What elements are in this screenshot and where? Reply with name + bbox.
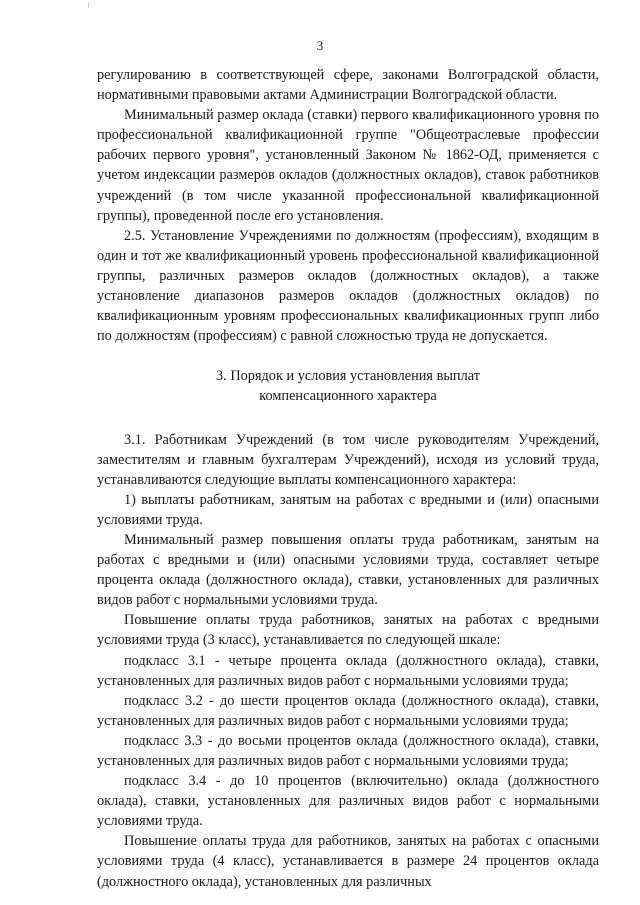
paragraph: 2.5. Установление Учреждениями по должностям (профессиям), входящим в один и тот же квалификационный уровень профессиональной квалификационной группы, различных размеров окладов (должностных окладов), а также установление диапазонов размеров окладов (должностных окладов) по квалификационным уровням профессиональных квалификационных групп либо по должностям (профессиям) с равной сложностью труда не допускается. bbox=[97, 227, 599, 345]
paragraph: 3.1. Работникам Учреждений (в том числе руководителям Учреждений, заместителям и главным бухгалтерам Учреждений), исходя из условий труда, устанавливаются следующие выплаты компенсационного характера: bbox=[97, 431, 599, 488]
paragraph: Минимальный размер оклада (ставки) первого квалификационного уровня по профессиональной квалификационной группе "Общеотраслевые профессии рабочих первого уровня", установленный Законом № 1862-ОД, применяется с учетом индексации размеров окладов (должностных окладов), ставок работников учреждений (в том числе указанной профессиональной квалификационной группы), проведенной после его установления. bbox=[97, 107, 599, 224]
paragraph: 1) выплаты работникам, занятым на работах с вредными и (или) опасными условиями труда. bbox=[97, 491, 599, 528]
paragraph: подкласс 3.3 - до восьми процентов оклада (должностного оклада), ставки, установленных для различных видов работ с нормальными условиями труда; bbox=[97, 732, 599, 769]
scan-mark bbox=[88, 2, 89, 8]
paragraph: подкласс 3.1 - четыре процента оклада (должностного оклада), ставки, установленных для различных видов работ с нормальными условиями труда; bbox=[97, 652, 599, 689]
paragraph: Повышение оплаты труда работников, занятых на работах с вредными условиями труда (3 класс), устанавливается по следующей шкале: bbox=[97, 612, 599, 649]
paragraph: Минимальный размер повышения оплаты труда работникам, занятым на работах с вредными и (или) опасными условиями труда, составляет четыре процента оклада (должностного оклада), ставки, установленных для различных видов работ с нормальными условиями труда. bbox=[97, 531, 599, 609]
section-heading-line: компенсационного характера bbox=[259, 388, 437, 405]
paragraph: регулированию в соответствующей сфере, законами Волгоградской области, нормативными правовыми актами Администрации Волгоградской области. bbox=[97, 67, 599, 104]
document-body bbox=[97, 65, 599, 892]
paragraph: Повышение оплаты труда для работников, занятых на работах с опасными условиями труда (4 класс), устанавливается в размере 24 процентов оклада (должностного оклада), установленных для различных bbox=[97, 833, 599, 890]
section-heading bbox=[97, 366, 599, 406]
paragraph: подкласс 3.2 - до шести процентов оклада (должностного оклада), ставки, установленных для различных видов работ с нормальными условиями труда; bbox=[97, 692, 599, 729]
page-number: 3 bbox=[316, 38, 324, 53]
paragraph: подкласс 3.4 - до 10 процентов (включительно) оклада (должностного оклада), ставки, установленных для различных видов работ с нормальными условиями труда. bbox=[97, 773, 599, 830]
section-heading-line: 3. Порядок и условия установления выплат bbox=[216, 368, 480, 385]
